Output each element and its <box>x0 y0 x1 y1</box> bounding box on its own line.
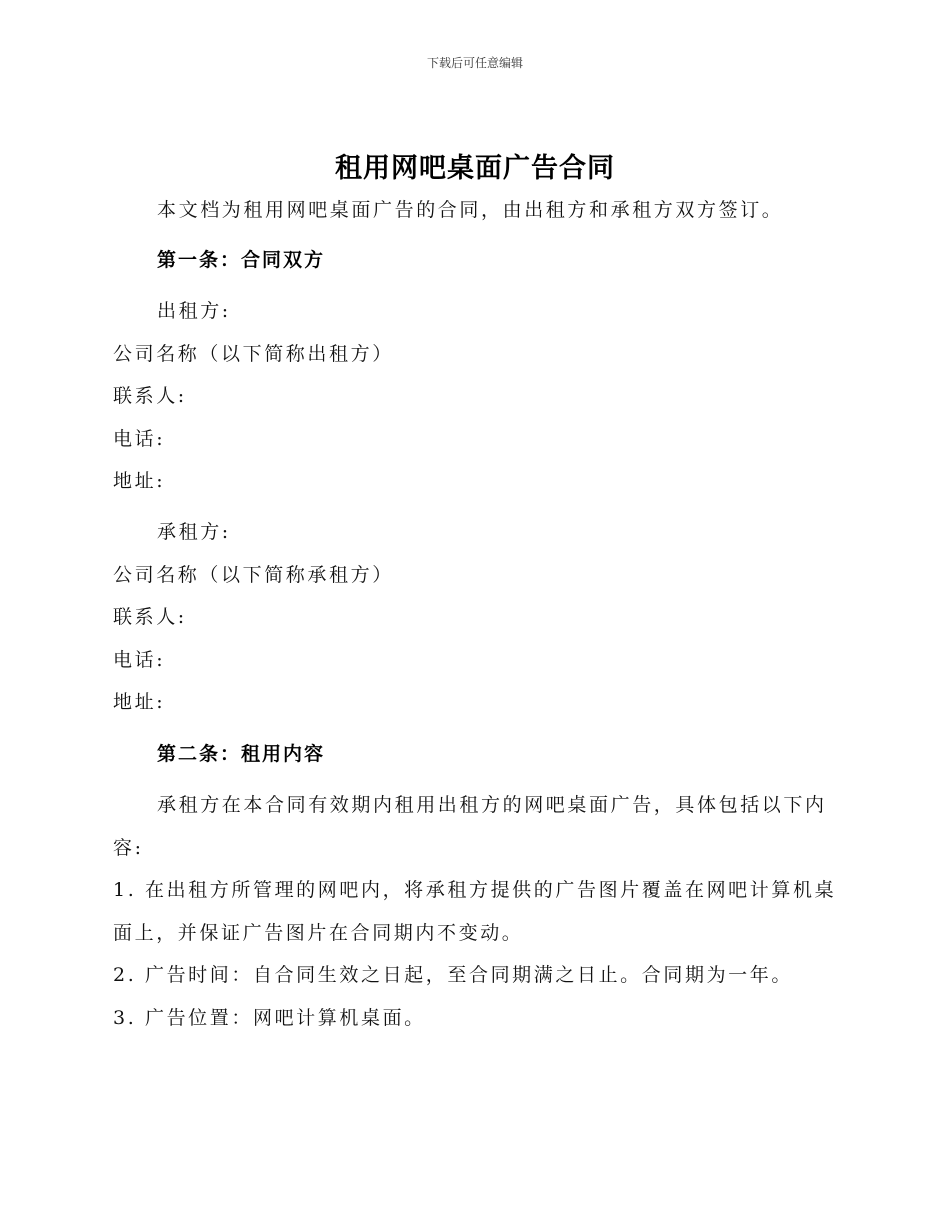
section2-paragraph-line2: 容: <box>113 837 144 859</box>
section2-heading: 第二条：租用内容 <box>157 743 326 765</box>
page-header: 下载后可任意编辑 <box>426 56 523 70</box>
document-title: 租用网吧桌面广告合同 <box>335 153 615 184</box>
lessor-label: 出租方: <box>157 300 231 322</box>
list-item-1-line2: 面上，并保证广告图片在合同期内不变动。 <box>113 922 524 944</box>
list-item-2: 2. 广告时间：自合同生效之日起，至合同期满之日止。合同期为一年。 <box>113 964 793 986</box>
lessee-company-line: 公司名称（以下简称承租方） <box>113 564 394 586</box>
intro-paragraph: 本文档为租用网吧桌面广告的合同，由出租方和承租方双方签订。 <box>157 199 784 221</box>
list-item-1-line1: 1. 在出租方所管理的网吧内，将承租方提供的广告图片覆盖在网吧计算机桌 <box>113 879 837 901</box>
lessee-contact-line: 联系人: <box>113 606 187 628</box>
section1-heading: 第一条：合同双方 <box>157 249 326 271</box>
lessee-phone-line: 电话: <box>113 649 166 671</box>
lessor-contact-line: 联系人: <box>113 385 187 407</box>
lessee-label: 承租方: <box>157 521 231 543</box>
lessor-phone-line: 电话: <box>113 428 166 450</box>
lessee-address-line: 地址: <box>113 691 166 713</box>
lessor-company-line: 公司名称（以下简称出租方） <box>113 343 394 365</box>
section2-paragraph-line1: 承租方在本合同有效期内租用出租方的网吧桌面广告，具体包括以下内 <box>157 794 827 816</box>
lessor-address-line: 地址: <box>113 470 166 492</box>
list-item-3: 3. 广告位置：网吧计算机桌面。 <box>113 1007 426 1029</box>
